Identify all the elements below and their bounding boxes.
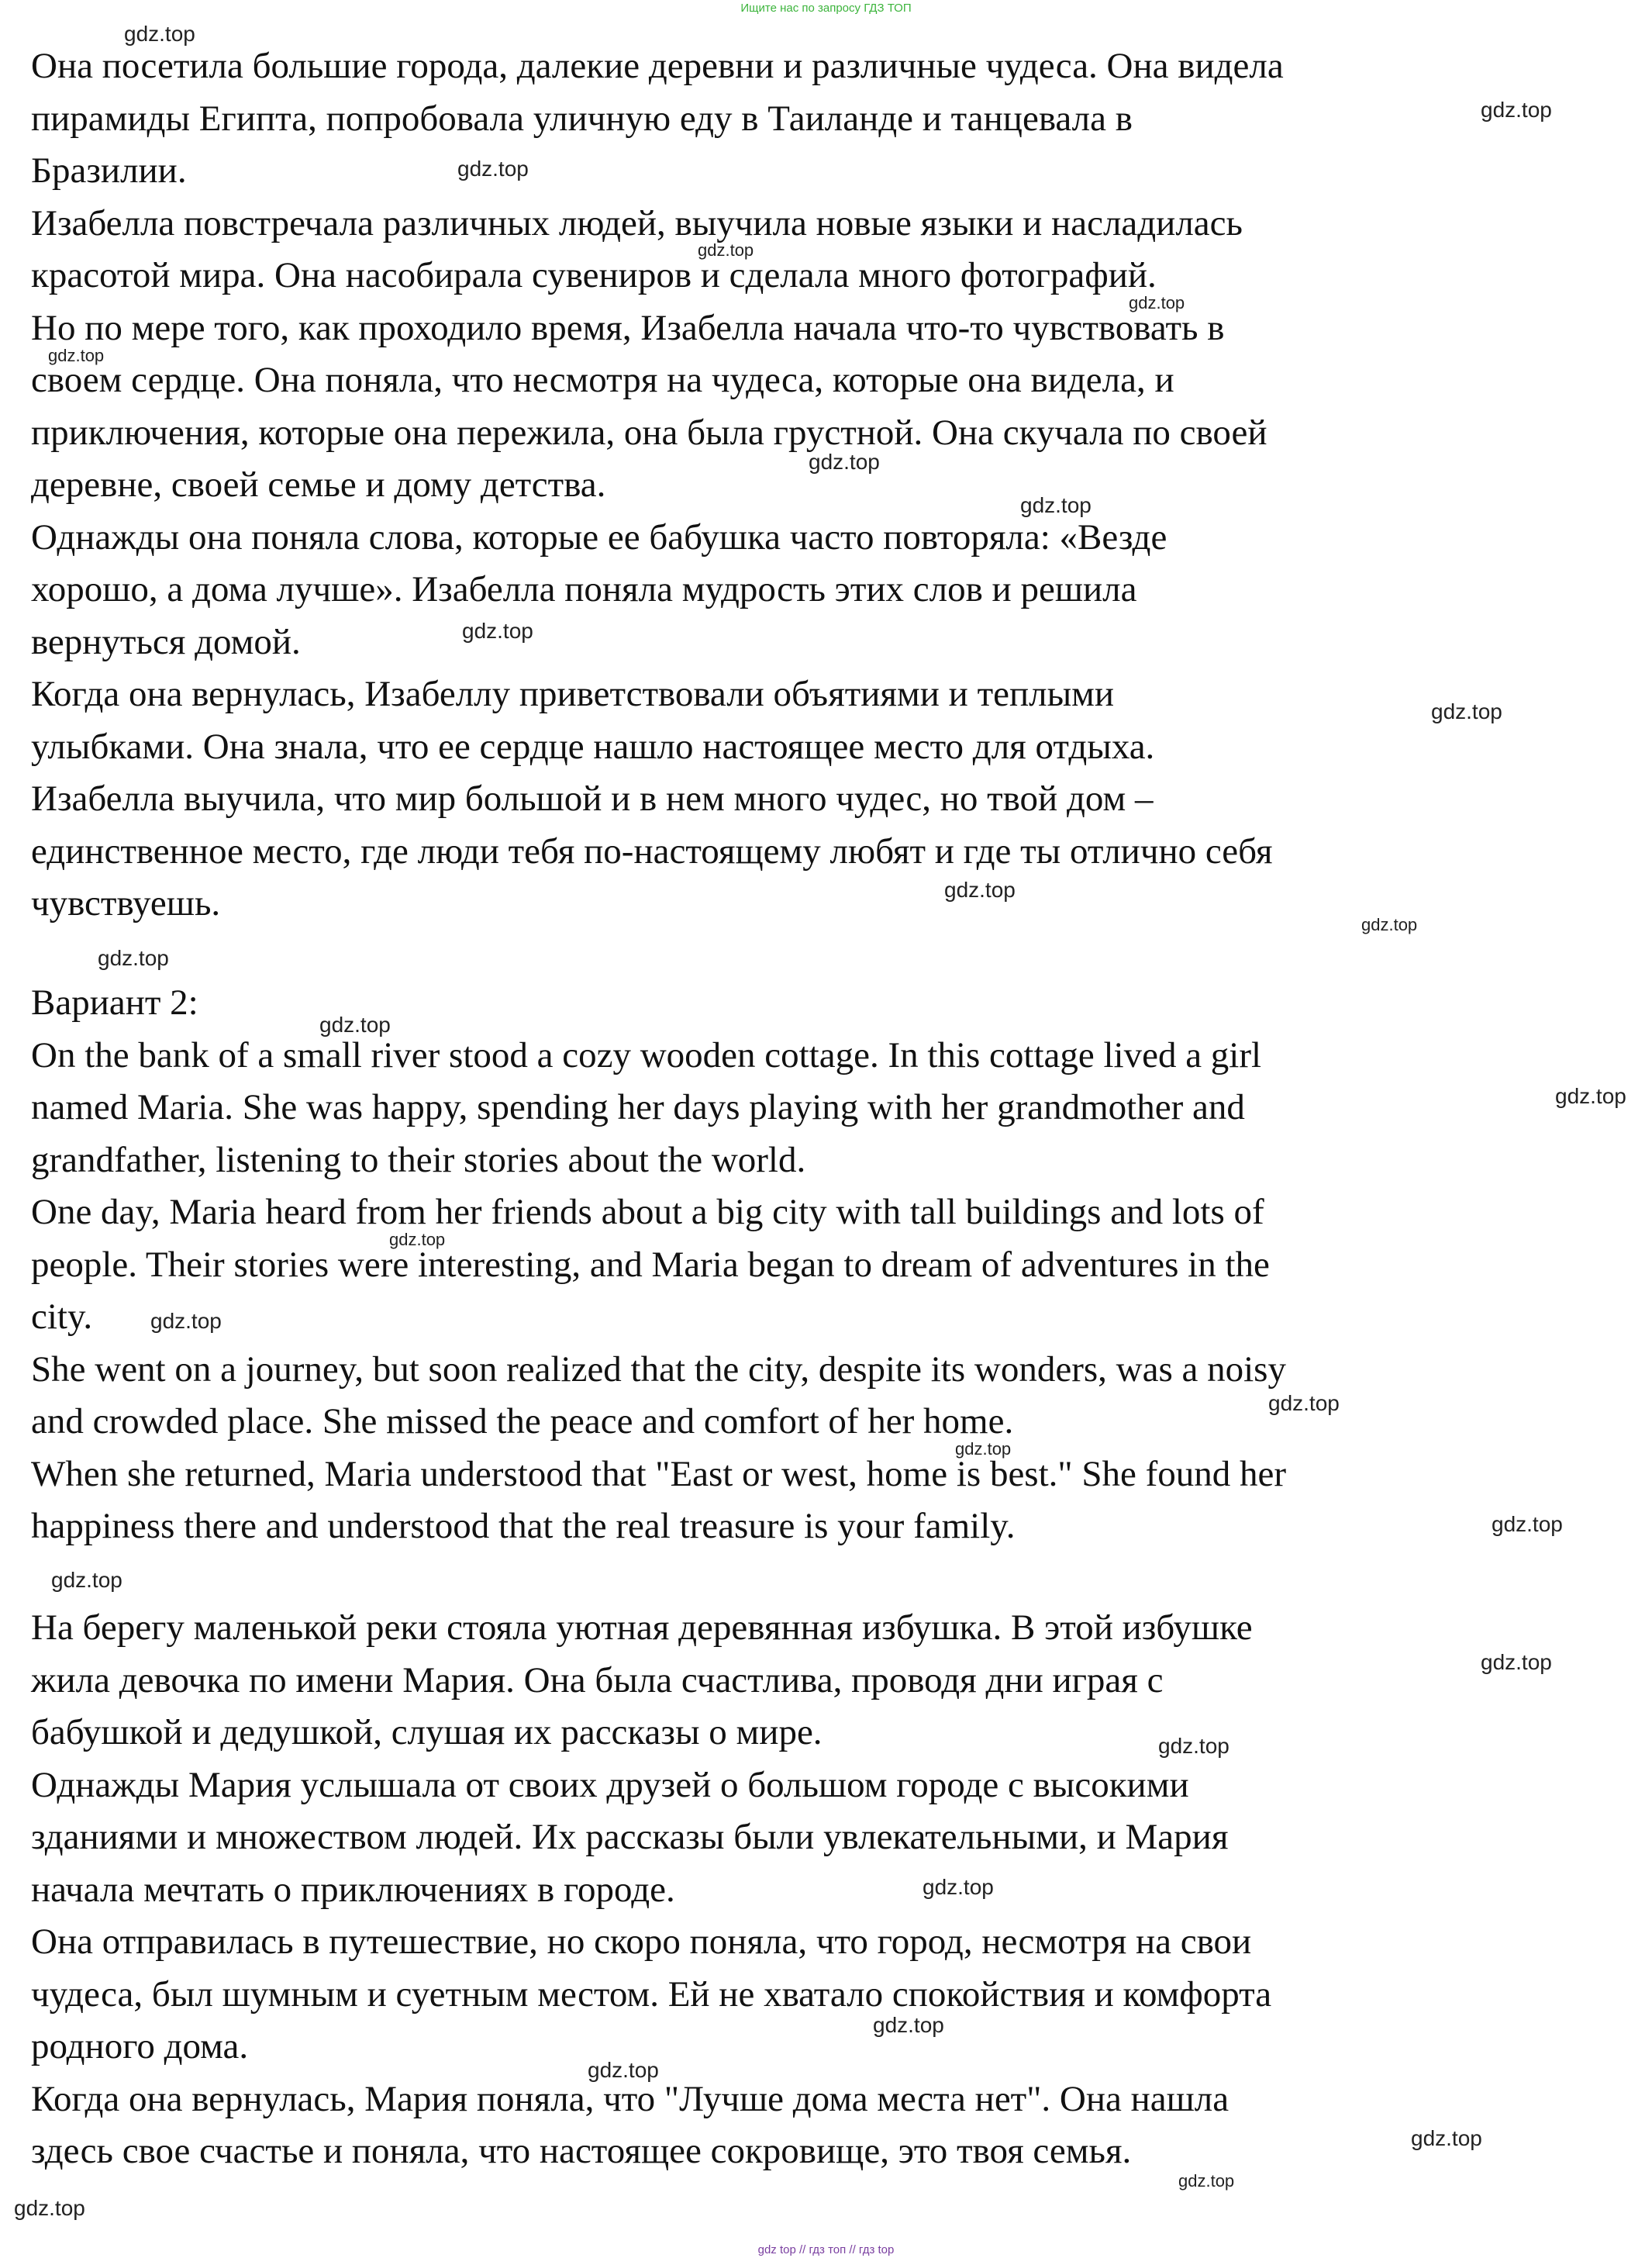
watermark: gdz.top [1492, 1512, 1563, 1536]
watermark: gdz.top [389, 1230, 446, 1249]
watermark: gdz.top [124, 22, 195, 46]
text-line: зданиями и множеством людей. Их рассказы были увлекательными, и Мария [31, 1817, 1229, 1857]
text-line: and crowded place. She missed the peace and comfort of her home. [31, 1401, 1014, 1441]
section-1-text [31, 40, 1643, 930]
watermark: gdz.top [955, 1439, 1012, 1459]
watermark: gdz.top [1411, 2126, 1482, 2150]
watermark: gdz.top [1431, 699, 1502, 723]
watermark: gdz.top [1178, 2171, 1235, 2191]
text-line: бабушкой и дедушкой, слушая их рассказы о мире. [31, 1712, 823, 1752]
watermark: gdz.top [1158, 1734, 1230, 1758]
text-line: One day, Maria heard from her friends about a big city with tall buildings and lots of [31, 1192, 1264, 1232]
watermark: gdz.top [1129, 293, 1185, 312]
text-line: хорошо, а дома лучше». Изабелла поняла мудрость этих слов и решила [31, 569, 1137, 609]
text-line: named Maria. She was happy, spending her days playing with her grandmother and [31, 1087, 1245, 1127]
text-line: родного дома. [31, 2026, 249, 2066]
text-line: чудеса, был шумным и суетным местом. Ей не хватало спокойствия и комфорта [31, 1973, 1272, 2015]
watermark: gdz.top [698, 240, 754, 260]
text-line: здесь свое счастье и поняла, что настоящее сокровище, это твоя семья. [31, 2131, 1132, 2171]
text-line: Но по мере того, как проходило время, Изабелла начала что-то чувствовать в [31, 307, 1225, 348]
text-line: улыбками. Она знала, что ее сердце нашло настоящее место для отдыха. [31, 726, 1155, 767]
watermark: gdz.top [1020, 493, 1092, 517]
text-line: Когда она вернулась, Изабеллу приветствовали объятиями и теплыми [31, 674, 1115, 714]
watermark: gdz.top [1555, 1084, 1626, 1108]
text-line: When she returned, Maria understood that "East or west, home is best." She found her [31, 1453, 1286, 1494]
header-search-hint[interactable]: Ищите нас по запросу ГДЗ ТОП [740, 2, 912, 15]
text-line: приключения, которые она пережила, она была грустной. Она скучала по своей [31, 412, 1267, 453]
text-line: Когда она вернулась, Мария поняла, что "Лучше дома места нет". Она нашла [31, 2078, 1230, 2119]
text-line: Изабелла выучила, что мир большой и в нем много чудес, но твой дом – [31, 779, 1154, 819]
text-line: своем сердце. Она поняла, что несмотря на чудеса, которые она видела, и [31, 360, 1174, 400]
text-line: Она посетила большие города, далекие деревни и различные чудеса. Она видела [31, 46, 1284, 86]
variant-heading: Вариант 2: [31, 982, 198, 1023]
text-line: начала мечтать о приключениях в городе. [31, 1869, 675, 1910]
watermark: gdz.top [462, 619, 533, 643]
text-line: Она отправилась в путешествие, но скоро поняла, что город, несмотря на свои [31, 1921, 1252, 1962]
section-2-text [31, 977, 1643, 1553]
text-line: city. [31, 1296, 93, 1337]
watermark: gdz.top [48, 346, 105, 365]
watermark: gdz.top [1481, 1650, 1552, 1674]
text-line: happiness there and understood that the real treasure is your family. [31, 1506, 1016, 1546]
text-line: жила девочка по имени Мария. Она была счастлива, проводя дни играя с [31, 1659, 1164, 1700]
text-line: Однажды Мария услышала от своих друзей о большом городе с высокими [31, 1764, 1189, 1805]
watermark: gdz.top [98, 946, 169, 970]
text-line: Изабелла повстречала различных людей, выучила новые языки и насладилась [31, 202, 1243, 243]
watermark: gdz.top [1481, 98, 1552, 122]
watermark: gdz.top [873, 2013, 944, 2037]
footer-links[interactable]: gdz top // гдз топ // гдз top [757, 2243, 895, 2256]
text-line: вернуться домой. [31, 621, 301, 662]
watermark: gdz.top [588, 2058, 659, 2082]
watermark: gdz.top [150, 1309, 222, 1333]
text-line: Бразилии. [31, 150, 187, 191]
watermark: gdz.top [457, 157, 529, 181]
section-3-text [31, 1602, 1643, 2178]
text-line: деревне, своей семье и дому детства. [31, 464, 606, 505]
text-line: grandfather, listening to their stories about the world. [31, 1139, 806, 1180]
watermark: gdz.top [809, 450, 880, 474]
watermark: gdz.top [944, 878, 1016, 902]
watermark: gdz.top [923, 1875, 994, 1899]
text-line: чувствуешь. [31, 883, 221, 924]
text-line: On the bank of a small river stood a cozy wooden cottage. In this cottage lived a girl [31, 1034, 1262, 1075]
text-line: She went on a journey, but soon realized that the city, despite its wonders, was a noisy [31, 1348, 1286, 1390]
watermark: gdz.top [1361, 915, 1418, 934]
text-line: people. Their stories were interesting, and Maria began to dream of adventures in the [31, 1244, 1270, 1285]
watermark: gdz.top [1268, 1391, 1340, 1415]
watermark: gdz.top [319, 1013, 391, 1037]
text-line: пирамиды Египта, попробовала уличную еду в Таиланде и танцевала в [31, 98, 1133, 139]
text-line: Однажды она поняла слова, которые ее бабушка часто повторяла: «Везде [31, 516, 1167, 558]
text-line: единственное место, где люди тебя по-настоящему любят и где ты отлично себя [31, 830, 1273, 872]
watermark: gdz.top [51, 1568, 122, 1592]
text-line: На берегу маленькой реки стояла уютная деревянная избушка. В этой избушке [31, 1607, 1253, 1648]
text-line: красотой мира. Она насобирала сувениров и сделала много фотографий. [31, 255, 1157, 295]
watermark: gdz.top [14, 2196, 85, 2220]
